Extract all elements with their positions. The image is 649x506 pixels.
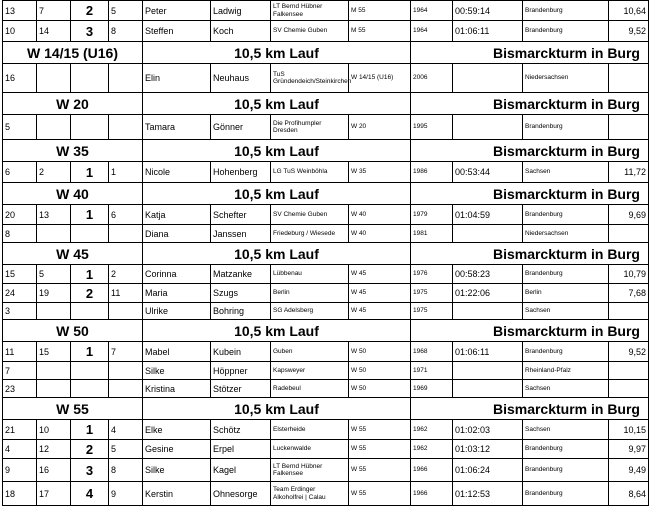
table-row: [3, 225, 649, 243]
age-class: M 55: [349, 21, 411, 42]
finish-time: 00:58:23: [453, 265, 523, 284]
club: Kapsweyer: [271, 362, 349, 380]
distance-label: 10,5 km Lauf: [143, 140, 411, 162]
speed: [609, 362, 649, 380]
gender-place: [109, 115, 143, 140]
state: Sachsen: [523, 303, 609, 320]
first-name: Diana: [143, 225, 211, 243]
state: Niedersachsen: [523, 225, 609, 243]
birth-year: 1966: [411, 459, 453, 482]
speed: [609, 64, 649, 93]
table-row: [3, 420, 649, 440]
medal-rank: 4: [71, 482, 109, 506]
overall-place: 5: [3, 115, 37, 140]
venue-label: Bismarckturm in Burg: [411, 183, 649, 205]
birth-year: 1976: [411, 265, 453, 284]
age-class: W 20: [349, 115, 411, 140]
class-header-row: [3, 398, 649, 420]
overall-place: 7: [3, 362, 37, 380]
state: Brandenburg: [523, 342, 609, 362]
last-name: Kubein: [211, 342, 271, 362]
table-row: [3, 303, 649, 320]
club: LT Bernd Hübner Falkensee: [271, 459, 349, 482]
finish-time: [453, 303, 523, 320]
class-name: W 35: [3, 140, 143, 162]
state: Berlin: [523, 284, 609, 303]
state: Sachsen: [523, 380, 609, 398]
table-row: [3, 482, 649, 506]
venue-label: Bismarckturm in Burg: [411, 93, 649, 115]
finish-time: 00:59:14: [453, 1, 523, 21]
birth-year: 1995: [411, 115, 453, 140]
speed: 9,97: [609, 440, 649, 459]
class-header-row: [3, 140, 649, 162]
age-class: W 45: [349, 284, 411, 303]
birth-year: 1969: [411, 380, 453, 398]
first-name: Peter: [143, 1, 211, 21]
first-name: Tamara: [143, 115, 211, 140]
medal-rank: 3: [71, 21, 109, 42]
finish-time: [453, 115, 523, 140]
age-class: W 45: [349, 303, 411, 320]
club: LT Bernd Hübner Falkensee: [271, 1, 349, 21]
overall-place: 16: [3, 64, 37, 93]
class-name: W 55: [3, 398, 143, 420]
first-name: Silke: [143, 362, 211, 380]
overall-place: 8: [3, 225, 37, 243]
age-group-place: 7: [37, 1, 71, 21]
club: Luckenwalde: [271, 440, 349, 459]
class-name: W 40: [3, 183, 143, 205]
age-class: W 55: [349, 440, 411, 459]
gender-place: 4: [109, 420, 143, 440]
finish-time: 00:53:44: [453, 162, 523, 183]
last-name: Szugs: [211, 284, 271, 303]
first-name: Gesine: [143, 440, 211, 459]
speed: 11,72: [609, 162, 649, 183]
medal-rank: 1: [71, 342, 109, 362]
last-name: Matzanke: [211, 265, 271, 284]
distance-label: 10,5 km Lauf: [143, 183, 411, 205]
first-name: Nicole: [143, 162, 211, 183]
birth-year: 1964: [411, 21, 453, 42]
age-group-place: [37, 303, 71, 320]
club: Elsterheide: [271, 420, 349, 440]
table-row: [3, 1, 649, 21]
birth-year: 1975: [411, 284, 453, 303]
gender-place: 2: [109, 265, 143, 284]
distance-label: 10,5 km Lauf: [143, 243, 411, 265]
table-row: [3, 440, 649, 459]
birth-year: 1962: [411, 440, 453, 459]
overall-place: 21: [3, 420, 37, 440]
speed: 8,64: [609, 482, 649, 506]
table-row: [3, 342, 649, 362]
finish-time: 01:06:11: [453, 21, 523, 42]
distance-label: 10,5 km Lauf: [143, 93, 411, 115]
speed: 9,52: [609, 21, 649, 42]
first-name: Elin: [143, 64, 211, 93]
state: Brandenburg: [523, 1, 609, 21]
club: Guben: [271, 342, 349, 362]
finish-time: [453, 64, 523, 93]
overall-place: 9: [3, 459, 37, 482]
medal-rank: 3: [71, 459, 109, 482]
birth-year: 2006: [411, 64, 453, 93]
medal-rank: 1: [71, 162, 109, 183]
overall-place: 23: [3, 380, 37, 398]
venue-label: Bismarckturm in Burg: [411, 398, 649, 420]
state: Rheinland-Pfalz: [523, 362, 609, 380]
age-group-place: [37, 225, 71, 243]
birth-year: 1986: [411, 162, 453, 183]
gender-place: [109, 64, 143, 93]
club: Berlin: [271, 284, 349, 303]
state: Brandenburg: [523, 21, 609, 42]
class-header-row: [3, 320, 649, 342]
table-row: [3, 162, 649, 183]
age-class: W 40: [349, 225, 411, 243]
age-group-place: 12: [37, 440, 71, 459]
venue-label: Bismarckturm in Burg: [411, 42, 649, 64]
venue-label: Bismarckturm in Burg: [411, 243, 649, 265]
finish-time: 01:04:59: [453, 205, 523, 225]
age-class: M 55: [349, 1, 411, 21]
finish-time: [453, 380, 523, 398]
age-class: W 50: [349, 342, 411, 362]
last-name: Janssen: [211, 225, 271, 243]
last-name: Erpel: [211, 440, 271, 459]
medal-rank: [71, 362, 109, 380]
club: Lübbenau: [271, 265, 349, 284]
club: SV Chemie Guben: [271, 205, 349, 225]
age-group-place: 5: [37, 265, 71, 284]
venue-label: Bismarckturm in Burg: [411, 320, 649, 342]
state: Brandenburg: [523, 205, 609, 225]
age-class: W 55: [349, 459, 411, 482]
first-name: Steffen: [143, 21, 211, 42]
medal-rank: 2: [71, 284, 109, 303]
distance-label: 10,5 km Lauf: [143, 42, 411, 64]
age-class: W 40: [349, 205, 411, 225]
overall-place: 13: [3, 1, 37, 21]
gender-place: 1: [109, 162, 143, 183]
speed: 9,52: [609, 342, 649, 362]
class-name: W 14/15 (U16): [3, 42, 143, 64]
overall-place: 24: [3, 284, 37, 303]
speed: [609, 225, 649, 243]
age-group-place: 13: [37, 205, 71, 225]
class-name: W 50: [3, 320, 143, 342]
class-header-row: [3, 243, 649, 265]
first-name: Kerstin: [143, 482, 211, 506]
club: SG Adelsberg: [271, 303, 349, 320]
club: Die Profihumpler Dresden: [271, 115, 349, 140]
speed: 7,68: [609, 284, 649, 303]
last-name: Gönner: [211, 115, 271, 140]
club: SV Chemie Guben: [271, 21, 349, 42]
club: TuS Gründendeich/Steinkirchen: [271, 64, 349, 93]
medal-rank: 1: [71, 420, 109, 440]
medal-rank: 1: [71, 205, 109, 225]
birth-year: 1966: [411, 482, 453, 506]
first-name: Kristina: [143, 380, 211, 398]
table-row: [3, 205, 649, 225]
finish-time: 01:06:11: [453, 342, 523, 362]
gender-place: [109, 225, 143, 243]
finish-time: 01:03:12: [453, 440, 523, 459]
state: Brandenburg: [523, 440, 609, 459]
last-name: Höppner: [211, 362, 271, 380]
first-name: Corinna: [143, 265, 211, 284]
speed: 10,64: [609, 1, 649, 21]
overall-place: 4: [3, 440, 37, 459]
state: Sachsen: [523, 162, 609, 183]
overall-place: 18: [3, 482, 37, 506]
age-group-place: 17: [37, 482, 71, 506]
age-group-place: [37, 380, 71, 398]
age-class: W 35: [349, 162, 411, 183]
birth-year: 1979: [411, 205, 453, 225]
first-name: Silke: [143, 459, 211, 482]
age-group-place: 2: [37, 162, 71, 183]
club: Team Erdinger Alkoholfrei | Calau: [271, 482, 349, 506]
table-row: [3, 380, 649, 398]
birth-year: 1971: [411, 362, 453, 380]
gender-place: 9: [109, 482, 143, 506]
medal-rank: [71, 64, 109, 93]
results-body: [3, 1, 649, 506]
age-group-place: [37, 362, 71, 380]
overall-place: 15: [3, 265, 37, 284]
age-group-place: [37, 115, 71, 140]
age-class: W 50: [349, 380, 411, 398]
overall-place: 11: [3, 342, 37, 362]
age-group-place: [37, 64, 71, 93]
first-name: Maria: [143, 284, 211, 303]
first-name: Mabel: [143, 342, 211, 362]
speed: 9,69: [609, 205, 649, 225]
state: Sachsen: [523, 420, 609, 440]
medal-rank: 1: [71, 265, 109, 284]
gender-place: 7: [109, 342, 143, 362]
medal-rank: 2: [71, 1, 109, 21]
birth-year: 1968: [411, 342, 453, 362]
gender-place: [109, 380, 143, 398]
first-name: Ulrike: [143, 303, 211, 320]
birth-year: 1981: [411, 225, 453, 243]
class-name: W 20: [3, 93, 143, 115]
age-class: W 14/15 (U16): [349, 64, 411, 93]
gender-place: 8: [109, 21, 143, 42]
table-row: [3, 459, 649, 482]
birth-year: 1975: [411, 303, 453, 320]
age-group-place: 10: [37, 420, 71, 440]
medal-rank: [71, 380, 109, 398]
speed: [609, 380, 649, 398]
table-row: [3, 362, 649, 380]
table-row: [3, 284, 649, 303]
overall-place: 3: [3, 303, 37, 320]
speed: [609, 115, 649, 140]
state: Brandenburg: [523, 265, 609, 284]
table-row: [3, 265, 649, 284]
club: Friedeburg / Wiesede: [271, 225, 349, 243]
finish-time: [453, 225, 523, 243]
age-group-place: 19: [37, 284, 71, 303]
overall-place: 10: [3, 21, 37, 42]
first-name: Katja: [143, 205, 211, 225]
last-name: Bohring: [211, 303, 271, 320]
speed: 10,79: [609, 265, 649, 284]
gender-place: 8: [109, 459, 143, 482]
speed: [609, 303, 649, 320]
last-name: Ladwig: [211, 1, 271, 21]
results-table: [2, 0, 649, 506]
club: LG TuS Weinböhla: [271, 162, 349, 183]
club: Radebeul: [271, 380, 349, 398]
age-class: W 50: [349, 362, 411, 380]
overall-place: 20: [3, 205, 37, 225]
first-name: Elke: [143, 420, 211, 440]
last-name: Schötz: [211, 420, 271, 440]
age-group-place: 15: [37, 342, 71, 362]
finish-time: [453, 362, 523, 380]
birth-year: 1962: [411, 420, 453, 440]
medal-rank: 2: [71, 440, 109, 459]
finish-time: 01:22:06: [453, 284, 523, 303]
class-name: W 45: [3, 243, 143, 265]
finish-time: 01:12:53: [453, 482, 523, 506]
last-name: Hohenberg: [211, 162, 271, 183]
gender-place: 5: [109, 1, 143, 21]
finish-time: 01:06:24: [453, 459, 523, 482]
state: Brandenburg: [523, 459, 609, 482]
speed: 9,49: [609, 459, 649, 482]
medal-rank: [71, 303, 109, 320]
gender-place: [109, 303, 143, 320]
table-row: [3, 21, 649, 42]
medal-rank: [71, 225, 109, 243]
medal-rank: [71, 115, 109, 140]
finish-time: 01:02:03: [453, 420, 523, 440]
state: Brandenburg: [523, 482, 609, 506]
last-name: Stötzer: [211, 380, 271, 398]
last-name: Neuhaus: [211, 64, 271, 93]
state: Niedersachsen: [523, 64, 609, 93]
age-class: W 55: [349, 420, 411, 440]
state: Brandenburg: [523, 115, 609, 140]
class-header-row: [3, 42, 649, 64]
gender-place: 6: [109, 205, 143, 225]
gender-place: 11: [109, 284, 143, 303]
last-name: Schefter: [211, 205, 271, 225]
birth-year: 1964: [411, 1, 453, 21]
overall-place: 6: [3, 162, 37, 183]
venue-label: Bismarckturm in Burg: [411, 140, 649, 162]
distance-label: 10,5 km Lauf: [143, 398, 411, 420]
table-row: [3, 115, 649, 140]
distance-label: 10,5 km Lauf: [143, 320, 411, 342]
last-name: Ohnesorge: [211, 482, 271, 506]
last-name: Koch: [211, 21, 271, 42]
class-header-row: [3, 183, 649, 205]
last-name: Kagel: [211, 459, 271, 482]
gender-place: [109, 362, 143, 380]
speed: 10,15: [609, 420, 649, 440]
age-class: W 45: [349, 265, 411, 284]
age-group-place: 16: [37, 459, 71, 482]
age-class: W 55: [349, 482, 411, 506]
class-header-row: [3, 93, 649, 115]
age-group-place: 14: [37, 21, 71, 42]
gender-place: 5: [109, 440, 143, 459]
table-row: [3, 64, 649, 93]
